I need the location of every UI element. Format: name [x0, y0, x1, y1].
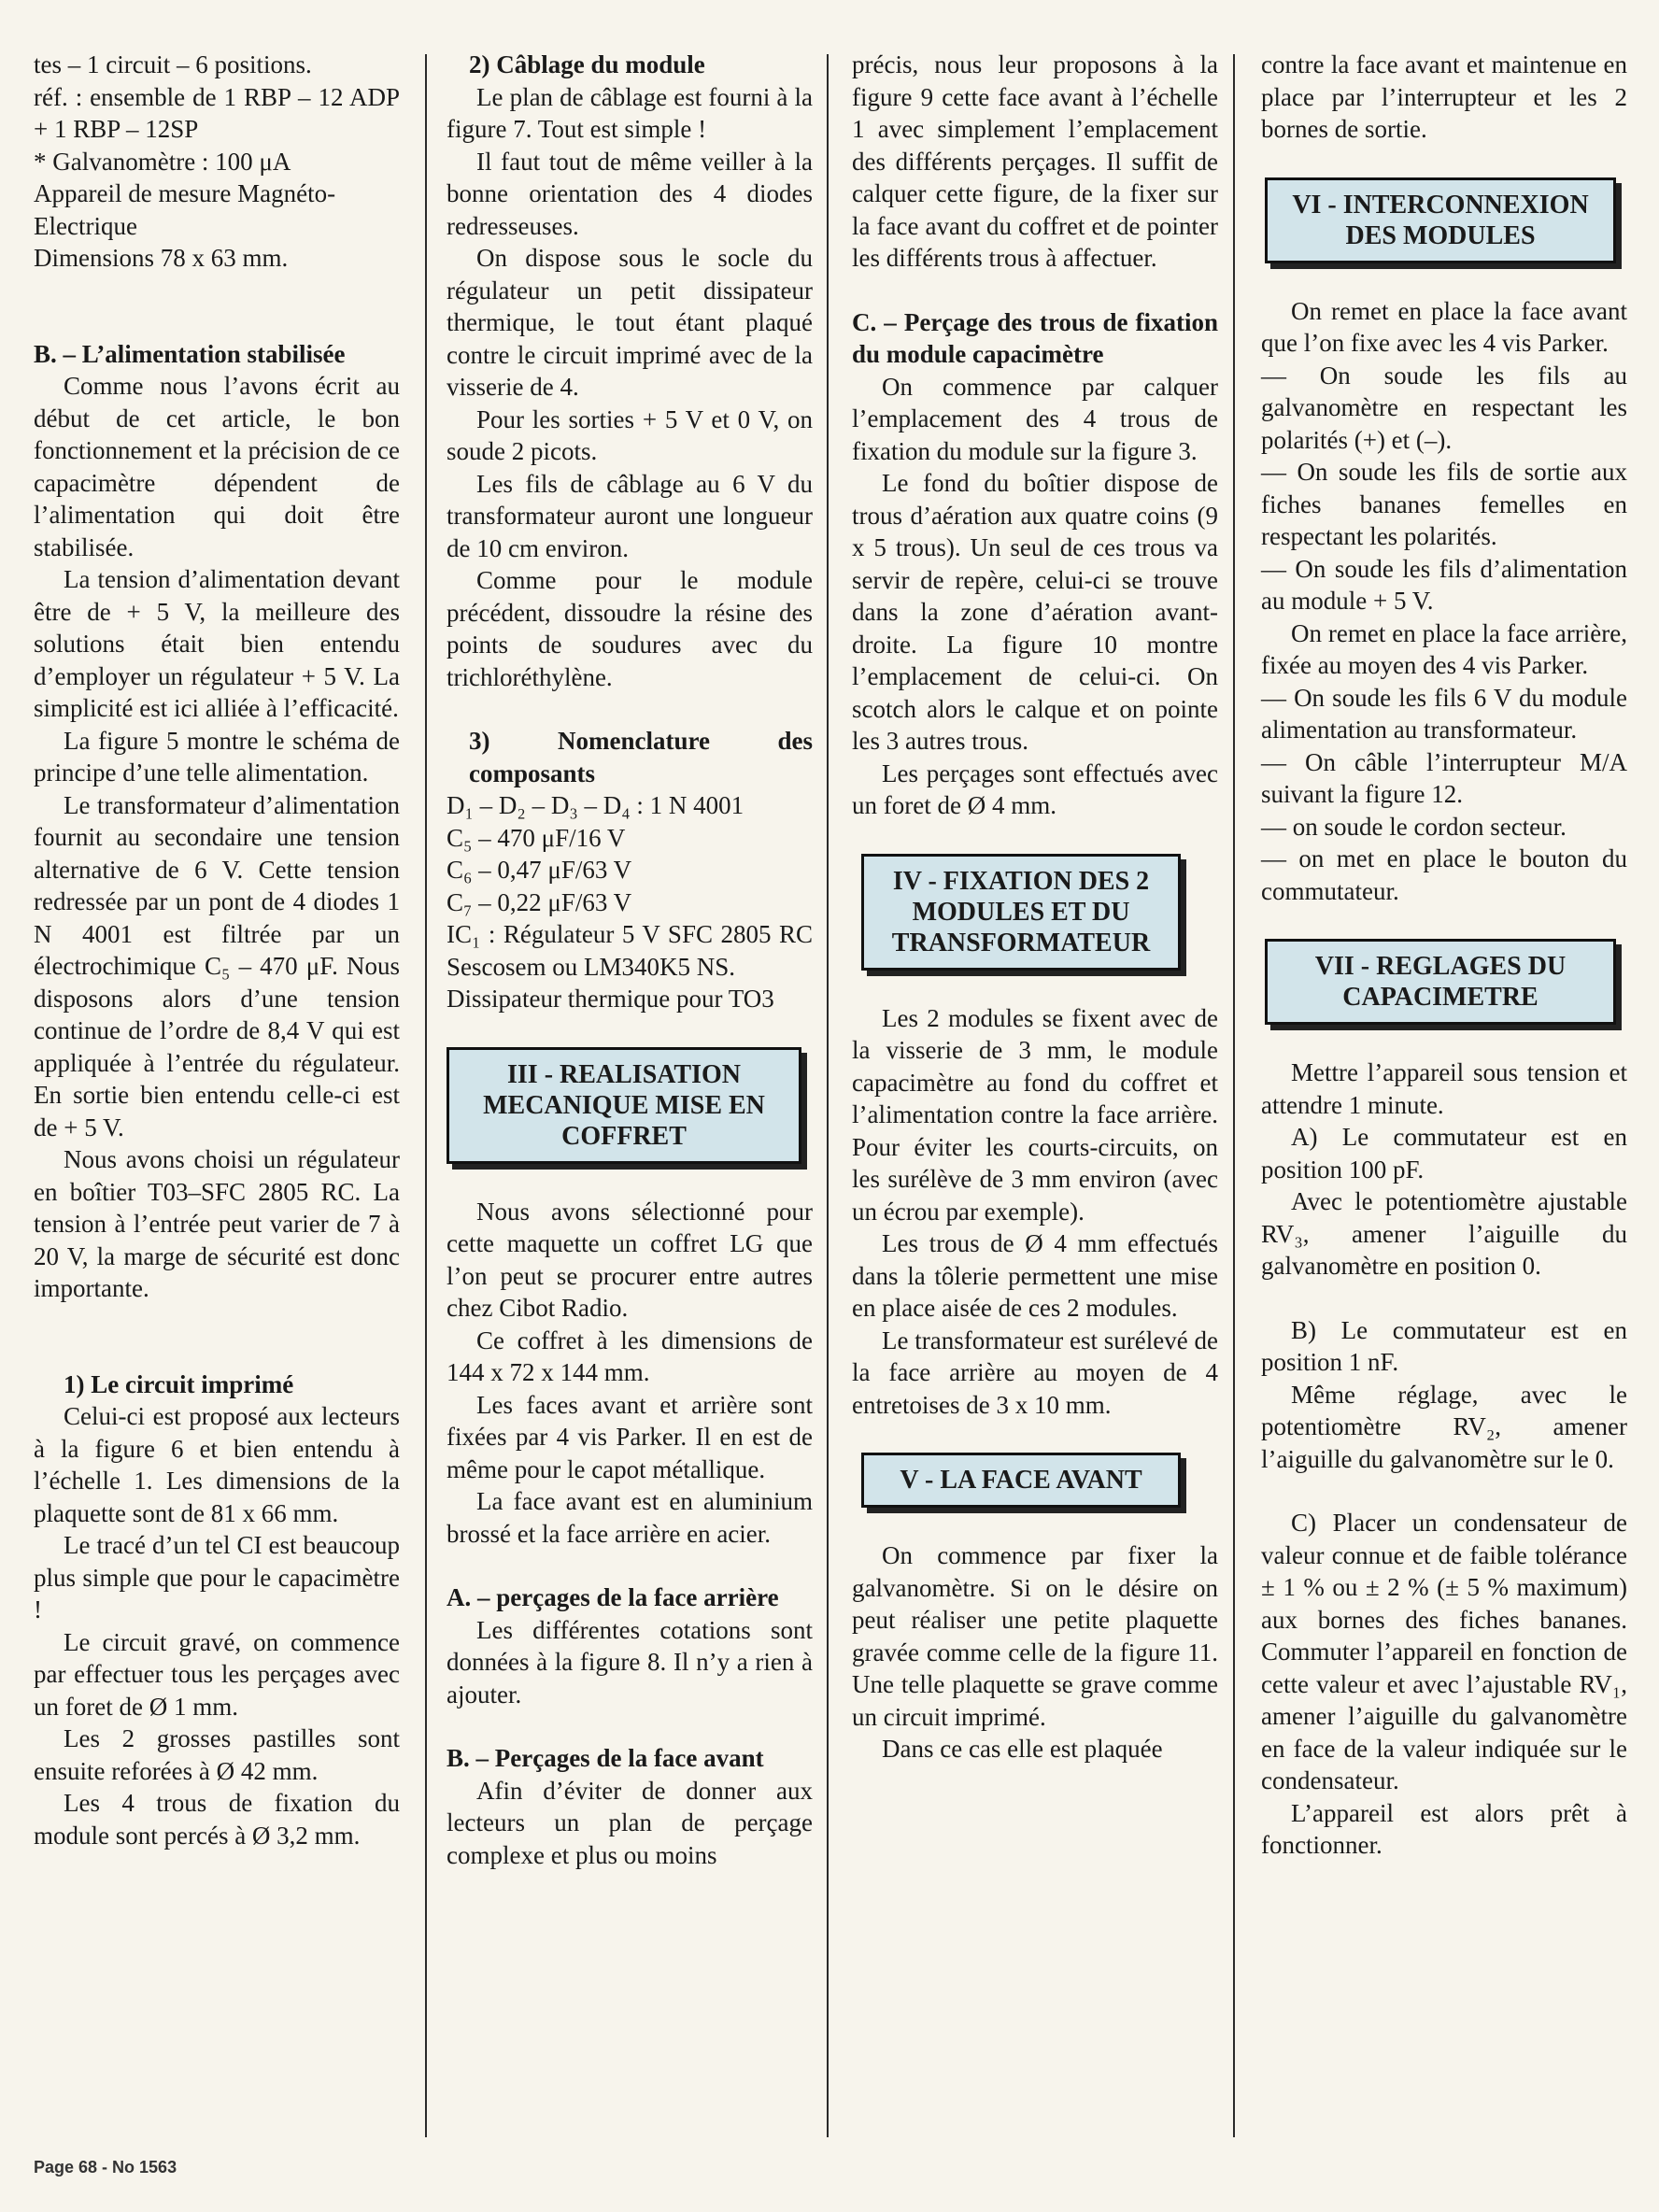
paragraph: Les perçages sont effectués avec un foret de Ø 4 mm.	[852, 759, 1218, 819]
heading-nomenclature: 3) Nomenclature des composants	[469, 727, 813, 787]
paragraph: L’appareil est alors prêt à fonctionner.	[1261, 1798, 1627, 1859]
intro-line: Dimensions 78 x 63 mm.	[34, 244, 289, 272]
paragraph: Les différentes cotations sont données à la figure 8. Il n’y a rien à ajouter.	[447, 1615, 813, 1709]
section-box-vii: VII - REGLAGES DU CAPACIMETRE	[1265, 939, 1616, 1025]
paragraph: Dans ce cas elle est plaquée	[882, 1735, 1163, 1763]
paragraph: Il faut tout de même veiller à la bonne orientation des 4 diodes redresseuses.	[447, 147, 813, 240]
paragraph: Afin d’éviter de donner aux lecteurs un plan de perçage complexe et plus ou moins	[447, 1776, 813, 1869]
paragraph: La figure 5 montre le schéma de principe d’une telle alimentation.	[34, 726, 400, 787]
intro-line: réf. : ensemble de 1 RBP – 12 ADP + 1 RBP – 12SP	[34, 82, 400, 143]
intro-line: Appareil de mesure Magnéto-Electrique	[34, 179, 336, 240]
paragraph: Ce coffret à les dimensions de 144 x 72 x 144 mm.	[447, 1326, 813, 1386]
list-item: — On câble l’interrupteur M/A suivant la figure 12.	[1261, 747, 1627, 808]
section-box-iv: IV - FIXATION DES 2 MODULES ET DU TRANSFORMATEUR	[861, 854, 1181, 971]
heading-circuit-imprime: 1) Le circuit imprimé	[64, 1369, 294, 1398]
paragraph: La face avant est en aluminium brossé et la face arrière en acier.	[447, 1487, 813, 1548]
paragraph: Celui-ci est proposé aux lecteurs à la figure 6 et bien entendu à l’échelle 1. Les dimensions de la plaquette sont de 81 x 66 mm.	[34, 1402, 400, 1527]
component-line: C₆ – 0,47 μF/63 V	[447, 856, 632, 884]
heading-cablage: 2) Câblage du module	[469, 50, 705, 78]
paragraph: Les fils de câblage au 6 V du transformateur auront une longueur de 10 cm environ.	[447, 469, 813, 562]
list-item: — on met en place le bouton du commutateur.	[1261, 844, 1627, 905]
paragraph: Le plan de câblage est fourni à la figure 7. Tout est simple !	[447, 82, 813, 143]
heading-alimentation: B. – L’alimentation stabilisée	[34, 339, 346, 368]
column-rule-2	[827, 54, 829, 2137]
component-line: C₇ – 0,22 μF/63 V	[447, 887, 632, 916]
paragraph: Le fond du boîtier dispose de trous d’aération aux quatre coins (9 x 5 trous). Un seul de ces trous va servir de repère, celui-ci se trouve dans la zone d’aération avant-droite. La figure 10 montre l’emplacement de celui-ci. On scotch alors le calque et on pointe les 3 autres trous.	[852, 469, 1218, 755]
list-item: — On soude les fils d’alimentation au module + 5 V.	[1261, 554, 1627, 615]
heading-percage-capacimetre: C. – Perçage des trous de fixation du module capacimètre	[852, 307, 1218, 368]
component-line: Dissipateur thermique pour TO3	[447, 985, 774, 1013]
section-box-vi: VI - INTERCONNEXION DES MODULES	[1265, 177, 1616, 263]
paragraph: Le transformateur est surélevé de la face arrière au moyen de 4 entretoises de 3 x 10 mm.	[852, 1326, 1218, 1419]
column-1	[34, 49, 400, 1851]
paragraph: La tension d’alimentation devant être de + 5 V, la meilleure des solutions était bien entendu d’employer un régulateur + 5 V. La simplicité est ici alliée à l’efficacité.	[34, 565, 400, 722]
paragraph: Nous avons choisi un régulateur en boîtier T03–SFC 2805 RC. La tension à l’entrée peut varier de 7 à 20 V, la marge de sécurité est donc importante.	[34, 1145, 400, 1302]
paragraph: Le tracé d’un tel CI est beaucoup plus simple que pour le capacimètre !	[34, 1531, 400, 1624]
paragraph: contre la face avant et maintenue en place par l’interrupteur et les 2 bornes de sortie.	[1261, 50, 1627, 143]
paragraph: On dispose sous le socle du régulateur un petit dissipateur thermique, le tout étant plaqué contre le circuit imprimé avec de la visserie de 4.	[447, 244, 813, 401]
heading-percages-arriere: A. – perçages de la face arrière	[447, 1583, 779, 1611]
component-line: C₅ – 470 μF/16 V	[447, 823, 626, 852]
paragraph: Les 2 modules se fixent avec de la visserie de 3 mm, le module capacimètre au fond du coffret et l’alimentation contre la face arrière. Pour éviter les courts-circuits, on les surélève de 3 mm environ (avec un écrou par exemple).	[852, 1003, 1218, 1226]
paragraph: Les faces avant et arrière sont fixées par 4 vis Parker. Il en est de même pour le capot métallique.	[447, 1390, 813, 1483]
paragraph: On remet en place la face arrière, fixée au moyen des 4 vis Parker.	[1261, 618, 1627, 679]
column-4	[1261, 49, 1627, 1862]
intro-line: tes – 1 circuit – 6 positions.	[34, 50, 312, 78]
paragraph: Avec le potentiomètre ajustable RV₃, amener l’aiguille du galvanomètre en position 0.	[1261, 1187, 1627, 1280]
paragraph: On remet en place la face avant que l’on fixe avec les 4 vis Parker.	[1261, 296, 1627, 357]
paragraph: Comme pour le module précédent, dissoudre la résine des points de soudures avec du trichloréthylène.	[447, 566, 813, 691]
paragraph: Le transformateur d’alimentation fournit au secondaire une tension alternative de 6 V. Cette tension redressée par un pont de 4 diodes 1 N 4001 est filtrée par un électrochimique C₅ – 470 μF. Nous disposons alors d’une tension continue de l’ordre de 8,4 V qui est appliquée à l’entrée du régulateur. En sortie bien entendu celle-ci est de + 5 V.	[34, 790, 400, 1141]
component-line: D₁ – D₂ – D₃ – D₄ : 1 N 4001	[447, 791, 744, 819]
paragraph: Pour les sorties + 5 V et 0 V, on soude 2 picots.	[447, 404, 813, 465]
component-line: IC₁ : Régulateur 5 V SFC 2805 RC Sescosem ou LM340K5 NS.	[447, 920, 813, 981]
paragraph: Nous avons sélectionné pour cette maquette un coffret LG que l’on peut se procurer entre autres chez Cibot Radio.	[447, 1197, 813, 1322]
paragraph: Les 2 grosses pastilles sont ensuite reforées à Ø 42 mm.	[34, 1724, 400, 1785]
paragraph: Comme nous l’avons écrit au début de cet article, le bon fonctionnement et la précision de ce capacimètre dépendent de l’alimentation qui doit être stabilisée.	[34, 372, 400, 561]
paragraph: Même réglage, avec le potentiomètre RV₂, amener l’aiguille du galvanomètre sur le 0.	[1261, 1380, 1627, 1473]
paragraph: C) Placer un condensateur de valeur connue et de faible tolérance ± 1 % ou ± 2 % (± 5 % maximum) aux bornes des fiches bananes. Commuter l’appareil en fonction de cette valeur et avec l’ajustable RV₁, amener l’aiguille du galvanomètre en face de la valeur indiquée sur le condensateur.	[1261, 1509, 1627, 1794]
paragraph: On commence par fixer la galvanomètre. Si on le désire on peut réaliser une petite plaquette gravée comme celle de la figure 11. Une telle plaquette se grave comme un circuit imprimé.	[852, 1541, 1218, 1731]
paragraph: Le circuit gravé, on commence par effectuer tous les perçages avec un foret de Ø 1 mm.	[34, 1627, 400, 1721]
paragraph: On commence par calquer l’emplacement des 4 trous de fixation du module sur la figure 3.	[852, 372, 1218, 465]
section-box-v: V - LA FACE AVANT	[861, 1453, 1181, 1508]
page-folio: Page 68 - No 1563	[34, 2158, 177, 2177]
column-rule-1	[425, 54, 427, 2137]
column-rule-3	[1233, 54, 1235, 2137]
paragraph: Les 4 trous de fixation du module sont percés à Ø 3,2 mm.	[34, 1789, 400, 1850]
intro-line: * Galvanomètre : 100 μA	[34, 147, 291, 176]
section-box-iii: III - REALISATION MECANIQUE MISE EN COFFRET	[447, 1047, 801, 1164]
list-item: — On soude les fils 6 V du module alimentation au transformateur.	[1261, 683, 1627, 744]
column-2	[447, 49, 813, 1871]
list-item: — On soude les fils de sortie aux fiches bananes femelles en respectant les polarités.	[1261, 458, 1627, 550]
paragraph: B) Le commutateur est en position 1 nF.	[1261, 1315, 1627, 1376]
paragraph: A) Le commutateur est en position 100 pF.	[1261, 1123, 1627, 1184]
column-3	[852, 49, 1218, 1765]
paragraph: Les trous de Ø 4 mm effectués dans la tôlerie permettent une mise en place aisée de ces 2 modules.	[852, 1229, 1218, 1322]
heading-percages-avant: B. – Perçages de la face avant	[447, 1744, 764, 1772]
paragraph: Mettre l’appareil sous tension et attendre 1 minute.	[1261, 1058, 1627, 1119]
list-item: — on soude le cordon secteur.	[1261, 812, 1567, 841]
paragraph: précis, nous leur proposons à la figure 9 cette face avant à l’échelle 1 avec simplement l’emplacement des différents perçages. Il suffit de calquer cette figure, de la fixer sur la face avant du coffret et de pointer les différents trous à affectuer.	[852, 50, 1218, 272]
list-item: — On soude les fils au galvanomètre en respectant les polarités (+) et (–).	[1261, 361, 1627, 454]
